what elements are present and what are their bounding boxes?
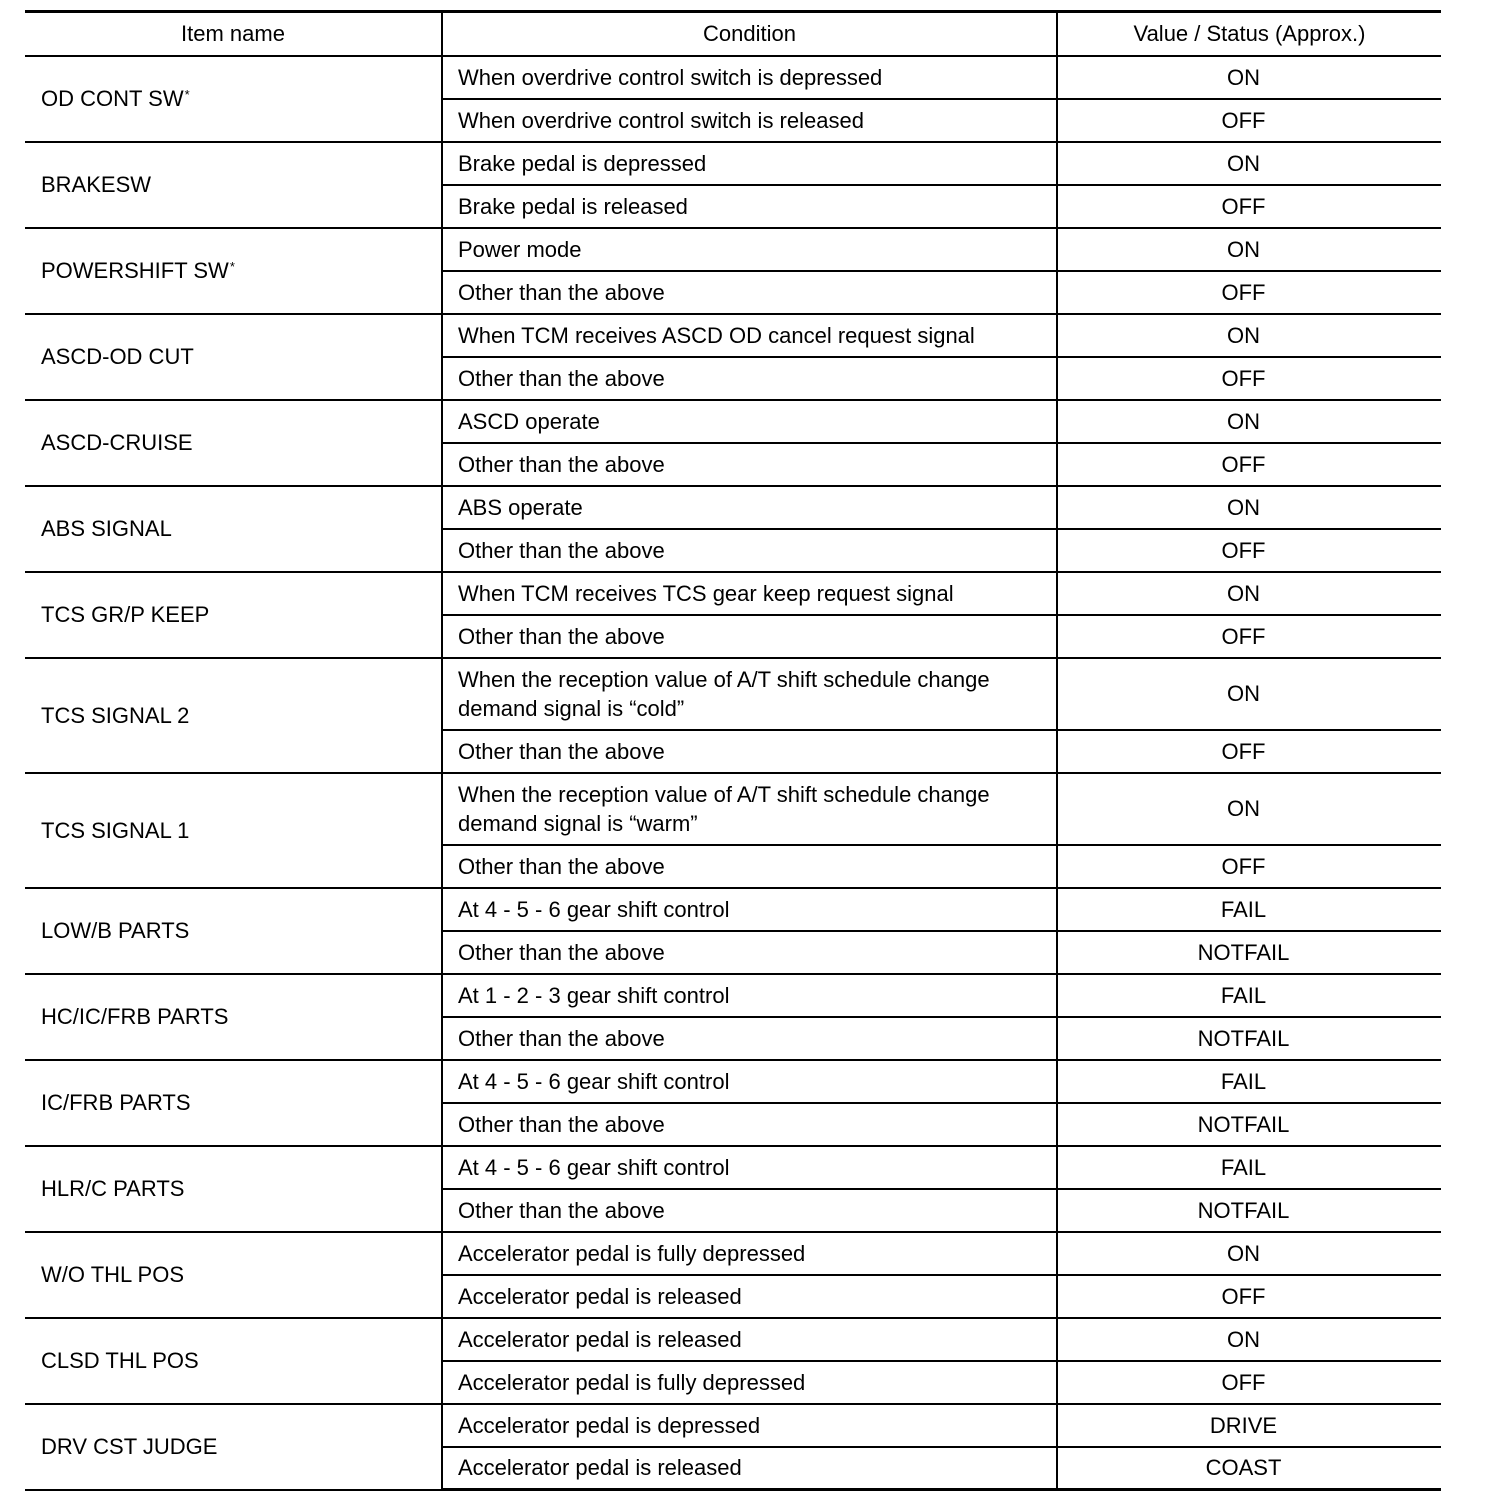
condition-cell: Other than the above xyxy=(442,931,1057,974)
table-row xyxy=(25,142,1441,185)
table-row xyxy=(25,1146,1441,1189)
item-name-cell xyxy=(25,1232,442,1318)
condition-cell: Brake pedal is depressed xyxy=(442,142,1057,185)
value-status-cell: ON xyxy=(1057,142,1441,185)
condition-cell: When the reception value of A/T shift schedule change demand signal is “warm” xyxy=(442,773,1057,845)
table-row xyxy=(25,400,1441,443)
value-status-cell: OFF xyxy=(1057,185,1441,228)
item-name: ABS SIGNAL xyxy=(41,516,172,541)
value-status-cell: FAIL xyxy=(1057,974,1441,1017)
value-status-cell: ON xyxy=(1057,773,1441,845)
item-name-cell xyxy=(25,1060,442,1146)
condition-cell: Accelerator pedal is fully depressed xyxy=(442,1361,1057,1404)
item-name-cell xyxy=(25,888,442,974)
table-header-row xyxy=(25,12,1441,56)
condition-cell: Other than the above xyxy=(442,1189,1057,1232)
value-status-cell: ON xyxy=(1057,486,1441,529)
condition-cell: Other than the above xyxy=(442,271,1057,314)
condition-cell: Power mode xyxy=(442,228,1057,271)
item-name: DRV CST JUDGE xyxy=(41,1434,218,1459)
condition-cell: When the reception value of A/T shift schedule change demand signal is “cold” xyxy=(442,658,1057,730)
value-status-cell: OFF xyxy=(1057,730,1441,773)
data-monitor-table-container xyxy=(25,10,1441,1491)
condition-cell: Accelerator pedal is released xyxy=(442,1447,1057,1490)
value-status-cell: OFF xyxy=(1057,845,1441,888)
item-name: TCS SIGNAL 2 xyxy=(41,702,190,728)
footnote-marker: * xyxy=(184,87,190,102)
condition-cell: Other than the above xyxy=(442,1017,1057,1060)
item-name-cell xyxy=(25,1404,442,1490)
condition-cell: Other than the above xyxy=(442,615,1057,658)
value-status-cell: OFF xyxy=(1057,357,1441,400)
value-status-cell: NOTFAIL xyxy=(1057,1189,1441,1232)
condition-cell: Other than the above xyxy=(442,1103,1057,1146)
item-name: HLR/C PARTS xyxy=(41,1176,185,1201)
condition-cell: Other than the above xyxy=(442,845,1057,888)
condition-cell: When TCM receives ASCD OD cancel request signal xyxy=(442,314,1057,357)
item-name-cell xyxy=(25,974,442,1060)
item-name-cell xyxy=(25,56,442,142)
item-name-cell xyxy=(25,572,442,658)
item-name-cell xyxy=(25,142,442,228)
condition-cell: Other than the above xyxy=(442,357,1057,400)
condition-cell: When overdrive control switch is depressed xyxy=(442,56,1057,99)
condition-cell: Other than the above xyxy=(442,730,1057,773)
value-status-cell: OFF xyxy=(1057,1275,1441,1318)
item-name-cell xyxy=(25,486,442,572)
value-status-cell: ON xyxy=(1057,314,1441,357)
table-row xyxy=(25,773,1441,845)
condition-cell: Accelerator pedal is fully depressed xyxy=(442,1232,1057,1275)
table-row xyxy=(25,56,1441,99)
value-status-cell: NOTFAIL xyxy=(1057,1017,1441,1060)
value-status-cell: FAIL xyxy=(1057,1146,1441,1189)
condition-cell: Other than the above xyxy=(442,529,1057,572)
value-status-cell: NOTFAIL xyxy=(1057,931,1441,974)
value-status-cell: ON xyxy=(1057,658,1441,730)
item-name-cell xyxy=(25,400,442,486)
value-status-cell: DRIVE xyxy=(1057,1404,1441,1447)
value-status-cell: FAIL xyxy=(1057,888,1441,931)
table-row xyxy=(25,1232,1441,1275)
table-row xyxy=(25,1060,1441,1103)
table-row xyxy=(25,314,1441,357)
item-name-cell xyxy=(25,658,442,773)
item-name-cell xyxy=(25,228,442,314)
value-status-cell: ON xyxy=(1057,572,1441,615)
item-name-cell xyxy=(25,1146,442,1232)
table-row xyxy=(25,1318,1441,1361)
table-row xyxy=(25,228,1441,271)
table-body xyxy=(25,56,1441,1490)
item-name-cell xyxy=(25,314,442,400)
value-status-cell: ON xyxy=(1057,1232,1441,1275)
condition-cell: Accelerator pedal is released xyxy=(442,1275,1057,1318)
condition-cell: Other than the above xyxy=(442,443,1057,486)
value-status-cell: FAIL xyxy=(1057,1060,1441,1103)
value-status-cell: OFF xyxy=(1057,443,1441,486)
value-status-cell: ON xyxy=(1057,56,1441,99)
value-status-cell: OFF xyxy=(1057,271,1441,314)
item-name: POWERSHIFT SW xyxy=(41,258,229,283)
condition-cell: Accelerator pedal is depressed xyxy=(442,1404,1057,1447)
item-name-cell xyxy=(25,773,442,888)
condition-cell: At 4 - 5 - 6 gear shift control xyxy=(442,888,1057,931)
item-name: OD CONT SW xyxy=(41,86,184,111)
value-status-cell: ON xyxy=(1057,400,1441,443)
condition-cell: At 4 - 5 - 6 gear shift control xyxy=(442,1146,1057,1189)
condition-cell: When overdrive control switch is released xyxy=(442,99,1057,142)
condition-cell: Brake pedal is released xyxy=(442,185,1057,228)
value-status-cell: COAST xyxy=(1057,1447,1441,1490)
value-status-cell: OFF xyxy=(1057,529,1441,572)
table-row xyxy=(25,658,1441,730)
table-row xyxy=(25,486,1441,529)
item-name: HC/IC/FRB PARTS xyxy=(41,1004,229,1029)
table-row xyxy=(25,1404,1441,1447)
value-status-cell: ON xyxy=(1057,1318,1441,1361)
footnote-marker: * xyxy=(229,259,235,274)
value-status-cell: OFF xyxy=(1057,1361,1441,1404)
header-condition: Condition xyxy=(442,12,1057,56)
value-status-cell: ON xyxy=(1057,228,1441,271)
header-item-name: Item name xyxy=(25,12,442,56)
table-row xyxy=(25,888,1441,931)
header-value-status: Value / Status (Approx.) xyxy=(1057,12,1441,56)
condition-cell: At 1 - 2 - 3 gear shift control xyxy=(442,974,1057,1017)
item-name-cell xyxy=(25,1318,442,1404)
table-row xyxy=(25,572,1441,615)
item-name: BRAKESW xyxy=(41,172,152,197)
item-name: CLSD THL POS xyxy=(41,1348,199,1373)
data-monitor-table xyxy=(25,10,1441,1491)
item-name: IC/FRB PARTS xyxy=(41,1090,191,1115)
value-status-cell: OFF xyxy=(1057,99,1441,142)
item-name: ASCD-OD CUT xyxy=(41,344,194,369)
value-status-cell: OFF xyxy=(1057,615,1441,658)
table-row xyxy=(25,974,1441,1017)
condition-cell: When TCM receives TCS gear keep request signal xyxy=(442,572,1057,615)
item-name: ASCD-CRUISE xyxy=(41,430,193,455)
item-name: LOW/B PARTS xyxy=(41,918,190,943)
condition-cell: ASCD operate xyxy=(442,400,1057,443)
item-name: TCS SIGNAL 1 xyxy=(41,817,190,843)
item-name: TCS GR/P KEEP xyxy=(41,602,210,627)
condition-cell: At 4 - 5 - 6 gear shift control xyxy=(442,1060,1057,1103)
value-status-cell: NOTFAIL xyxy=(1057,1103,1441,1146)
item-name: W/O THL POS xyxy=(41,1262,185,1287)
condition-cell: ABS operate xyxy=(442,486,1057,529)
condition-cell: Accelerator pedal is released xyxy=(442,1318,1057,1361)
